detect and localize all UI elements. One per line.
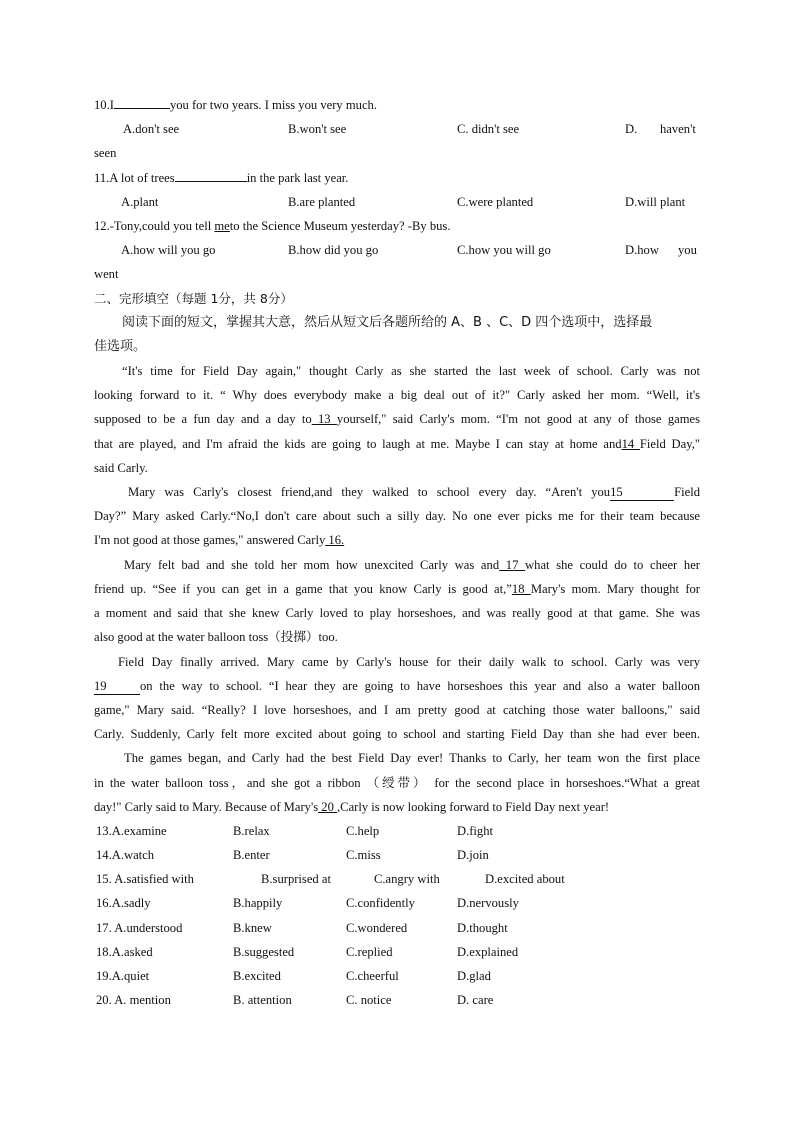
passage-line: Field Day finally arrived. Mary came by Carly's house for their daily walk to school. Carly was very — [118, 654, 700, 669]
option-b[interactable]: B.knew — [233, 920, 272, 935]
option-c[interactable]: C.wondered — [346, 920, 408, 935]
passage-text: Field Day," — [639, 436, 701, 451]
option-d[interactable]: D.glad — [457, 969, 491, 984]
option-d[interactable]: D.excited about — [485, 872, 565, 887]
passage-line: “It's time for Field Day again," thought Carly as she started the last week of school. Carly was not — [122, 364, 700, 379]
passage-line: Carly. Suddenly, Carly felt more excited about going to school and starting Field Day than she had ever been. — [94, 727, 700, 742]
passage-text: supposed to be a fun day and a day to — [94, 412, 312, 427]
passage-line — [94, 480, 700, 504]
option-a[interactable]: 14.A.watch — [96, 848, 155, 863]
option-d[interactable]: D. — [625, 122, 638, 137]
option-c[interactable]: C.cheerful — [346, 969, 399, 984]
option-d-text[interactable]: you — [678, 243, 697, 258]
option-d[interactable]: D.nervously — [457, 896, 519, 911]
passage-text: I'm not good at those games," answered Carly — [94, 533, 326, 548]
passage-text: Field — [674, 485, 700, 500]
option-c[interactable]: C.how you will go — [457, 243, 551, 258]
option-c[interactable]: C.replied — [346, 944, 393, 959]
passage-paragraph-4 — [94, 650, 700, 747]
answer-blank[interactable] — [175, 166, 247, 182]
option-a[interactable]: A.don't see — [123, 122, 180, 137]
passage-line — [94, 553, 700, 577]
blank-16[interactable]: 16. — [325, 533, 345, 548]
option-a[interactable]: 15. A.satisfied with — [96, 872, 194, 887]
option-a[interactable]: 16.A.sadly — [96, 896, 151, 911]
passage-text: that are played, and I'm afraid the kids are going to laugh at me. Maybe I can stay at home and — [94, 436, 622, 451]
option-d[interactable]: D.how — [625, 243, 659, 258]
answer-blank[interactable] — [114, 93, 170, 109]
option-d[interactable]: D. care — [457, 993, 494, 1008]
passage-line: also good at the water balloon toss（投掷）too. — [94, 630, 338, 645]
passage-line — [94, 407, 700, 431]
option-b[interactable]: B.happily — [233, 896, 283, 911]
option-b[interactable]: B.won't see — [288, 122, 347, 137]
question-11-text-pre: 11.A lot of trees — [94, 170, 175, 185]
question-12-text-pre: 12.-Tony,could you tell — [94, 218, 212, 233]
blank-15[interactable]: 15 — [610, 485, 674, 501]
passage-paragraph-2 — [94, 480, 700, 553]
answer-row-19 — [94, 964, 700, 988]
passage-text: day!" Carly said to Mary. Because of Mary's — [94, 799, 319, 814]
option-d[interactable]: D.join — [457, 848, 489, 863]
option-a[interactable]: 17. A.understood — [96, 920, 183, 935]
option-d[interactable]: D.thought — [457, 920, 508, 935]
answer-options — [94, 819, 700, 1013]
question-10-text: you for two years. I miss you very much. — [169, 98, 377, 112]
passage-line: Day?” Mary asked Carly.“No,I don't care about such a silly day. No one ever picks me for their team because — [94, 509, 700, 524]
answer-row-16 — [94, 891, 700, 915]
passage-line: a moment and said that she knew Carly loved to play horseshoes, and was really good at that game. She was — [94, 606, 700, 621]
option-b[interactable]: B.suggested — [233, 944, 295, 959]
answer-row-20 — [94, 988, 700, 1012]
passage-paragraph-1 — [94, 359, 700, 480]
passage-text: ,Carly is now looking forward to Field Day next year! — [337, 799, 610, 814]
question-11-text-post: in the park last year. — [246, 170, 349, 185]
option-a[interactable]: A.how will you go — [121, 243, 216, 258]
option-c[interactable]: C.help — [346, 823, 380, 838]
option-d-continued: went — [94, 267, 119, 282]
option-d[interactable]: D.will plant — [625, 194, 686, 209]
passage-paragraph-5 — [94, 746, 700, 819]
option-a[interactable]: A.plant — [121, 194, 159, 209]
question-10-number: 10.I — [94, 98, 114, 112]
option-b[interactable]: B.enter — [233, 848, 270, 863]
option-a[interactable]: 20. A. mention — [96, 993, 171, 1008]
blank-13[interactable]: 13 — [311, 412, 337, 427]
passage-text: yourself," said Carly's mom. “I'm not good at any of those games — [336, 412, 700, 427]
answer-row-13 — [94, 819, 700, 843]
question-12-options — [94, 238, 700, 262]
section-instruction-continued: 佳选项。 — [94, 338, 147, 354]
passage-line: in the water balloon toss，and she got a ribbon （绶带） for the second place in horseshoes.“What a great — [94, 775, 700, 790]
question-10-option-d-continued — [94, 141, 700, 165]
passage-text: Mary was Carly's closest friend,and they walked to school every day. “Aren't you — [128, 485, 611, 500]
blank-18[interactable]: 18 — [511, 581, 531, 596]
option-b[interactable]: B.surprised at — [261, 872, 331, 887]
answer-row-14 — [94, 843, 700, 867]
section-title: 二、完形填空（每题 1分，共 8分） — [94, 290, 293, 306]
question-11-options — [94, 190, 700, 214]
passage-line — [94, 528, 700, 552]
option-d-continued: seen — [94, 146, 117, 161]
blank-17[interactable]: 17 — [499, 557, 526, 572]
option-c[interactable]: C. notice — [346, 993, 392, 1008]
answer-row-17 — [94, 916, 700, 940]
option-c[interactable]: C.confidently — [346, 896, 415, 911]
option-b[interactable]: B.how did you go — [288, 243, 379, 258]
passage-text: what she could do to cheer her — [525, 557, 700, 572]
passage-line: The games began, and Carly had the best Field Day ever! Thanks to Carly, her team won the first place — [124, 751, 700, 766]
passage-line — [94, 795, 700, 819]
exam-page — [94, 93, 700, 1012]
passage-line: game," Mary said. “Really? I love horseshoes, and I am pretty good at catching those water balloons," said — [94, 702, 700, 717]
option-a[interactable]: 19.A.quiet — [96, 969, 150, 984]
passage-line — [94, 432, 700, 456]
passage-line: said Carly. — [94, 460, 148, 475]
passage-line: looking forward to it. “ Why does everybody make a big deal out of it?" Carly asked her mom. “Well, it's — [94, 388, 700, 403]
option-d[interactable]: D.fight — [457, 823, 494, 838]
option-a[interactable]: 18.A.asked — [96, 944, 153, 959]
option-c[interactable]: C.miss — [346, 848, 381, 863]
passage-text: friend up. “See if you can get in a game that you know Carly is good at,” — [94, 581, 512, 596]
blank-19[interactable]: 19 — [94, 679, 140, 695]
section-instruction: 阅读下面的短文，掌握其大意，然后从短文后各题所给的 A、B 、C、D 四个选项中，选择最 — [122, 314, 653, 330]
passage-line — [94, 674, 700, 698]
question-12-option-d-continued — [94, 262, 700, 286]
option-c[interactable]: C.were planted — [457, 194, 534, 209]
answer-row-18 — [94, 940, 700, 964]
question-12-text-post: to the Science Museum yesterday? -By bus. — [229, 218, 451, 233]
question-12-stem — [94, 214, 700, 238]
passage-line — [94, 577, 700, 601]
option-d-text[interactable]: haven't — [660, 122, 696, 137]
option-b[interactable]: B. attention — [233, 993, 292, 1008]
answer-row-15 — [94, 867, 700, 891]
option-c[interactable]: C.angry with — [374, 872, 440, 887]
passage-paragraph-3 — [94, 553, 700, 650]
option-b[interactable]: B.excited — [233, 969, 281, 984]
blank-20[interactable]: 20 — [318, 799, 338, 814]
option-b[interactable]: B.are planted — [288, 194, 356, 209]
question-10-stem — [94, 93, 700, 117]
passage-text: on the way to school. “I hear they are going to have horseshoes this year and also a water balloon — [140, 678, 700, 693]
option-b[interactable]: B.relax — [233, 823, 270, 838]
option-d[interactable]: D.explained — [457, 944, 519, 959]
passage-text: Mary's mom. Mary thought for — [530, 581, 701, 596]
option-a[interactable]: 13.A.examine — [96, 823, 167, 838]
passage-text: Mary felt bad and she told her mom how unexcited Carly was and — [124, 557, 500, 572]
blank-14[interactable]: 14 — [621, 436, 640, 451]
question-12-underlined-word: me — [214, 218, 230, 233]
question-11-stem — [94, 166, 700, 190]
question-10-options — [94, 117, 700, 141]
option-c[interactable]: C. didn't see — [457, 122, 520, 137]
